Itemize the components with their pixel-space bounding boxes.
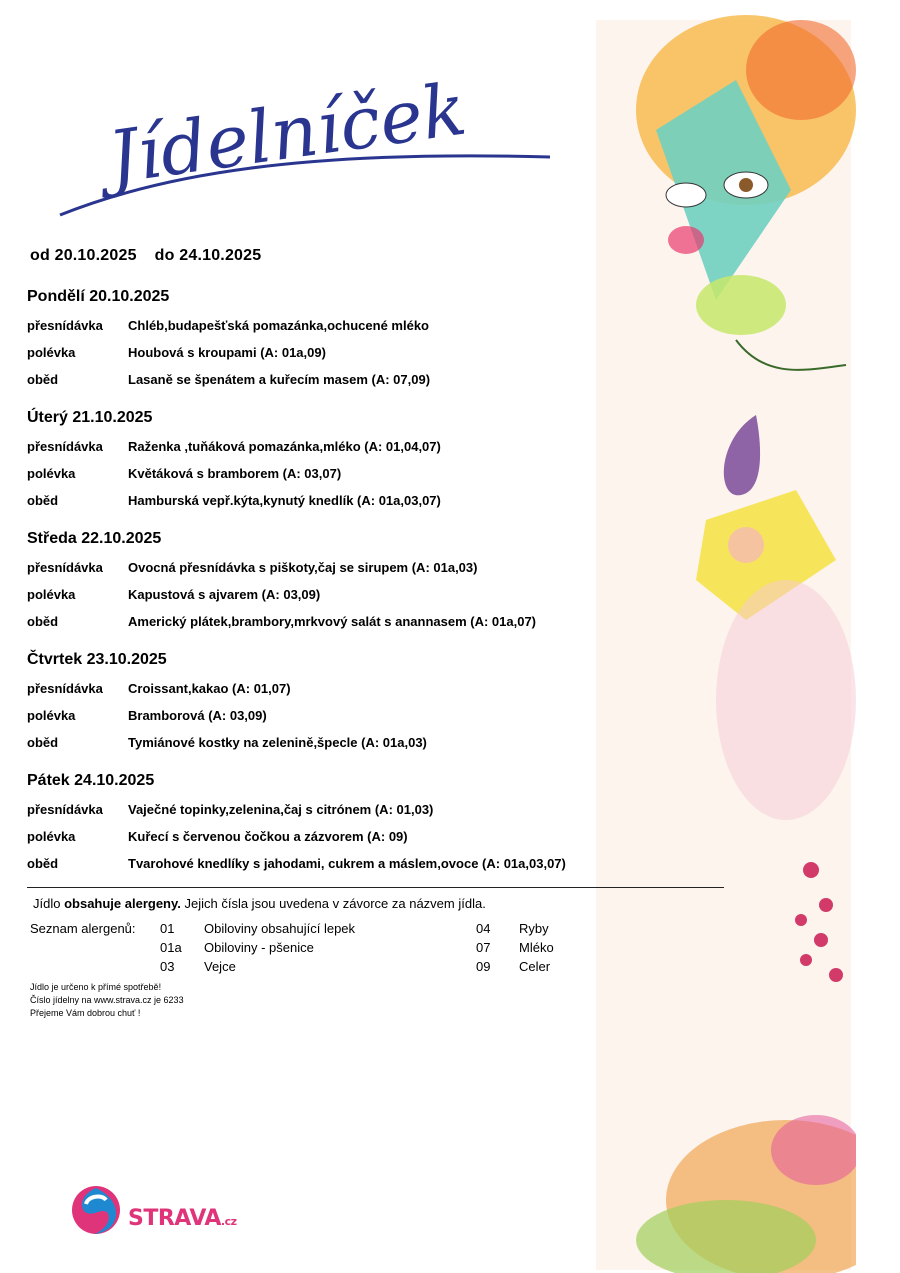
meal-item: Tvarohové knedlíky s jahodami, cukrem a máslem,ovoce (A: 01a,03,07) <box>128 856 566 871</box>
meal-label: polévka <box>27 345 76 360</box>
note-post: Jejich čísla jsou uvedena v závorce za názvem jídla. <box>180 896 486 911</box>
day-block-thursday <box>27 651 427 762</box>
day-title: Úterý 21.10.2025 <box>27 409 153 426</box>
day-block-tuesday <box>27 409 441 520</box>
meal-item: Vaječné topinky,zelenina,čaj s citrónem (A: 01,03) <box>128 802 434 817</box>
period-from: od 20.10.2025 <box>30 247 137 264</box>
divider-line <box>27 887 724 888</box>
meal-label: přesnídávka <box>27 802 103 817</box>
meal-label: přesnídávka <box>27 439 103 454</box>
meal-label: polévka <box>27 829 76 844</box>
meal-row-snack <box>27 560 536 587</box>
art-cheek <box>668 226 704 254</box>
allergen-name: Obiloviny obsahující lepek <box>204 921 356 936</box>
meal-row-lunch <box>27 372 430 399</box>
day-block-monday <box>27 288 430 399</box>
meal-item: Houbová s kroupami (A: 01a,09) <box>128 345 326 360</box>
meal-row-snack <box>27 318 430 345</box>
meal-row-soup <box>27 466 441 493</box>
meal-row-soup <box>27 708 427 735</box>
meal-item: Croissant,kakao (A: 01,07) <box>128 681 291 696</box>
allergen-name: Vejce <box>204 959 236 974</box>
allergen-code: 03 <box>160 959 175 974</box>
meal-label: přesnídávka <box>27 560 103 575</box>
meal-item: Bramborová (A: 03,09) <box>128 708 267 723</box>
art-hair-accent <box>746 20 856 120</box>
meal-row-lunch <box>27 614 536 641</box>
art-sun-face <box>728 527 764 563</box>
meal-label: přesnídávka <box>27 681 103 696</box>
allergen-note <box>33 896 486 911</box>
footer-line: Číslo jídelny na www.strava.cz je 6233 <box>30 995 184 1005</box>
strava-logo <box>68 1182 237 1242</box>
art-eye-left <box>666 183 706 207</box>
meal-item: Lasaně se špenátem a kuřecím masem (A: 07,09) <box>128 372 431 387</box>
meal-row-snack <box>27 681 427 708</box>
strava-logo-text <box>128 1206 237 1231</box>
meal-item: Raženka ,tuňáková pomazánka,mléko (A: 01,04,07) <box>128 439 441 454</box>
day-block-friday <box>27 772 566 883</box>
art-pupil <box>739 178 753 192</box>
meal-item: Chléb,budapešťská pomazánka,ochucené mléko <box>128 318 429 333</box>
meal-row-soup <box>27 587 536 614</box>
meal-item: Tymiánové kostky na zelenině,špecle (A: 01a,03) <box>128 735 427 750</box>
allergen-name: Celer <box>519 959 551 974</box>
allergen-code: 07 <box>476 940 491 955</box>
footer-line: Přejeme Vám dobrou chuť ! <box>30 1008 141 1018</box>
period-to: do 24.10.2025 <box>154 247 262 264</box>
footer-notes <box>30 981 184 1020</box>
meal-row-soup <box>27 829 566 856</box>
day-title: Pondělí 20.10.2025 <box>27 288 170 305</box>
meal-item: Americký plátek,brambory,mrkvový salát s anannasem (A: 01a,07) <box>128 614 537 629</box>
allergen-name: Mléko <box>519 940 554 955</box>
meal-item: Květáková s bramborem (A: 03,07) <box>128 466 342 481</box>
logo-name: STRAVA <box>128 1206 221 1231</box>
meal-label: polévka <box>27 466 76 481</box>
menu-period <box>30 247 261 265</box>
day-title: Pátek 24.10.2025 <box>27 772 155 789</box>
allergen-heading: Seznam alergenů: <box>30 921 136 936</box>
meal-row-lunch <box>27 856 566 883</box>
meal-item: Kapustová s ajvarem (A: 03,09) <box>128 587 321 602</box>
meal-item: Hamburská vepř.kýta,kynutý knedlík (A: 01a,03,07) <box>128 493 441 508</box>
allergen-code: 09 <box>476 959 491 974</box>
meal-label: polévka <box>27 587 76 602</box>
logo-suffix: .cz <box>220 1215 237 1228</box>
footer-line: Jídlo je určeno k přímé spotřebě! <box>30 982 162 992</box>
meal-label: oběd <box>27 856 59 871</box>
meal-row-lunch <box>27 735 427 762</box>
day-title: Čtvrtek 23.10.2025 <box>27 651 167 668</box>
allergen-code: 01a <box>160 940 182 955</box>
meal-item: Kuřecí s červenou čočkou a zázvorem (A: 09) <box>128 829 408 844</box>
note-bold: obsahuje alergeny. <box>64 896 181 911</box>
meal-label: oběd <box>27 735 59 750</box>
allergen-name: Ryby <box>519 921 549 936</box>
meal-row-snack <box>27 802 566 829</box>
allergen-code: 01 <box>160 921 175 936</box>
title-text: Jídelníček <box>103 66 472 200</box>
strava-logo-icon <box>68 1182 124 1238</box>
menu-title <box>40 55 560 225</box>
art-leaf <box>696 275 786 335</box>
meal-row-lunch <box>27 493 441 520</box>
allergen-code: 04 <box>476 921 491 936</box>
meal-item: Ovocná přesnídávka s piškoty,čaj se sirupem (A: 01a,03) <box>128 560 478 575</box>
meal-row-soup <box>27 345 430 372</box>
allergen-name: Obiloviny - pšenice <box>204 940 314 955</box>
meal-label: polévka <box>27 708 76 723</box>
note-pre: Jídlo <box>33 896 65 911</box>
meal-label: oběd <box>27 372 59 387</box>
meal-label: oběd <box>27 493 59 508</box>
meal-label: přesnídávka <box>27 318 103 333</box>
day-block-wednesday <box>27 530 536 641</box>
meal-row-snack <box>27 439 441 466</box>
meal-label: oběd <box>27 614 59 629</box>
day-title: Středa 22.10.2025 <box>27 530 162 547</box>
decorative-artwork <box>596 0 856 1273</box>
art-blush <box>716 580 856 820</box>
